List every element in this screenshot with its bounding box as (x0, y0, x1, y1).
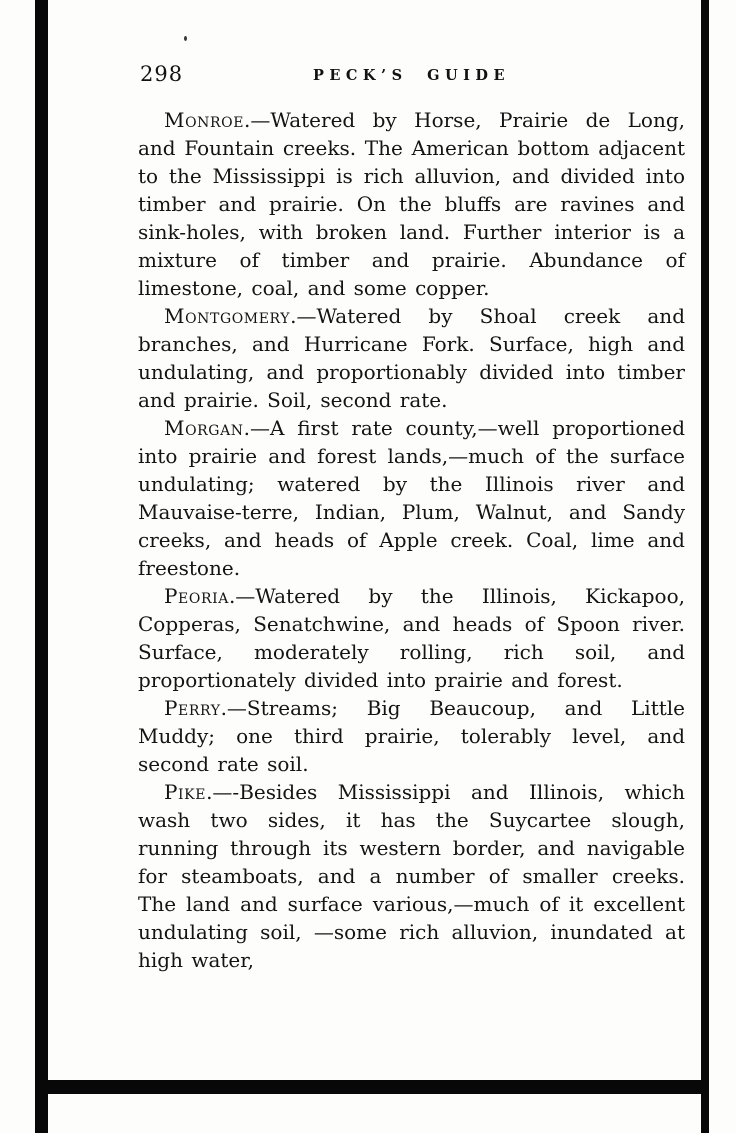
running-head: PECK’S GUIDE (312, 67, 511, 84)
paragraph-text-peoria: .—Watered by the Illinois, Kickapoo, Copperas, Senatchwine, and heads of Spoon river. Surface, moderately rolling, rich soil, and proportionately divided into prairie and forest. (138, 584, 685, 692)
paragraph-text-morgan: .—A first rate county,—well proportioned into prairie and forest lands,—much of the surface undulating; watered by the Illinois river and Mauvaise-terre, Indian, Plum, Walnut, and Sandy creeks, and heads of Apple creek. Coal, lime and freestone. (138, 416, 685, 580)
scan-artifact-right-bar (701, 0, 709, 1133)
paragraph-monroe (138, 106, 685, 302)
paragraph-perry (138, 694, 685, 778)
county-name-perry: Perry (164, 696, 221, 720)
page-body (138, 106, 685, 974)
county-name-montgomery: Montgomery (164, 304, 291, 328)
scan-artifact-left-bar (35, 0, 48, 1133)
paragraph-text-montgomery: .—Watered by Shoal creek and branches, and Hurricane Fork. Surface, high and undulating, and proportionably divided into timber and prairie. Soil, second rate. (138, 304, 685, 412)
page-header (138, 62, 685, 90)
paragraph-morgan (138, 414, 685, 582)
paragraph-text-pike: .—-Besides Mississippi and Illinois, which wash two sides, it has the Suycartee slough, running through its western border, and navigable for steamboats, and a number of smaller creeks. The land and surface various,—much of it excellent undulating soil, —some rich alluvion, inundated at high water, (138, 780, 685, 972)
scan-speck (184, 36, 187, 41)
paragraph-peoria (138, 582, 685, 694)
county-name-peoria: Peoria (164, 584, 229, 608)
paragraph-text-monroe: .—Watered by Horse, Prairie de Long, and Fountain creeks. The American bottom adjacent to the Mississippi is rich alluvion, and divided into timber and prairie. On the bluffs are ravines and sink-holes, with broken land. Further interior is a mixture of timber and prairie. Abundance of limestone, coal, and some copper. (138, 108, 685, 300)
paragraph-montgomery (138, 302, 685, 414)
county-name-morgan: Morgan (164, 416, 244, 440)
county-name-monroe: Monroe (164, 108, 245, 132)
paragraph-pike (138, 778, 685, 974)
county-name-pike: Pike (164, 780, 207, 804)
paragraph-text-perry: .—Streams; Big Beaucoup, and Little Muddy; one third prairie, tolerably level, and second rate soil. (138, 696, 685, 776)
page-number: 298 (140, 62, 184, 86)
scan-artifact-bottom-bar (35, 1080, 709, 1094)
